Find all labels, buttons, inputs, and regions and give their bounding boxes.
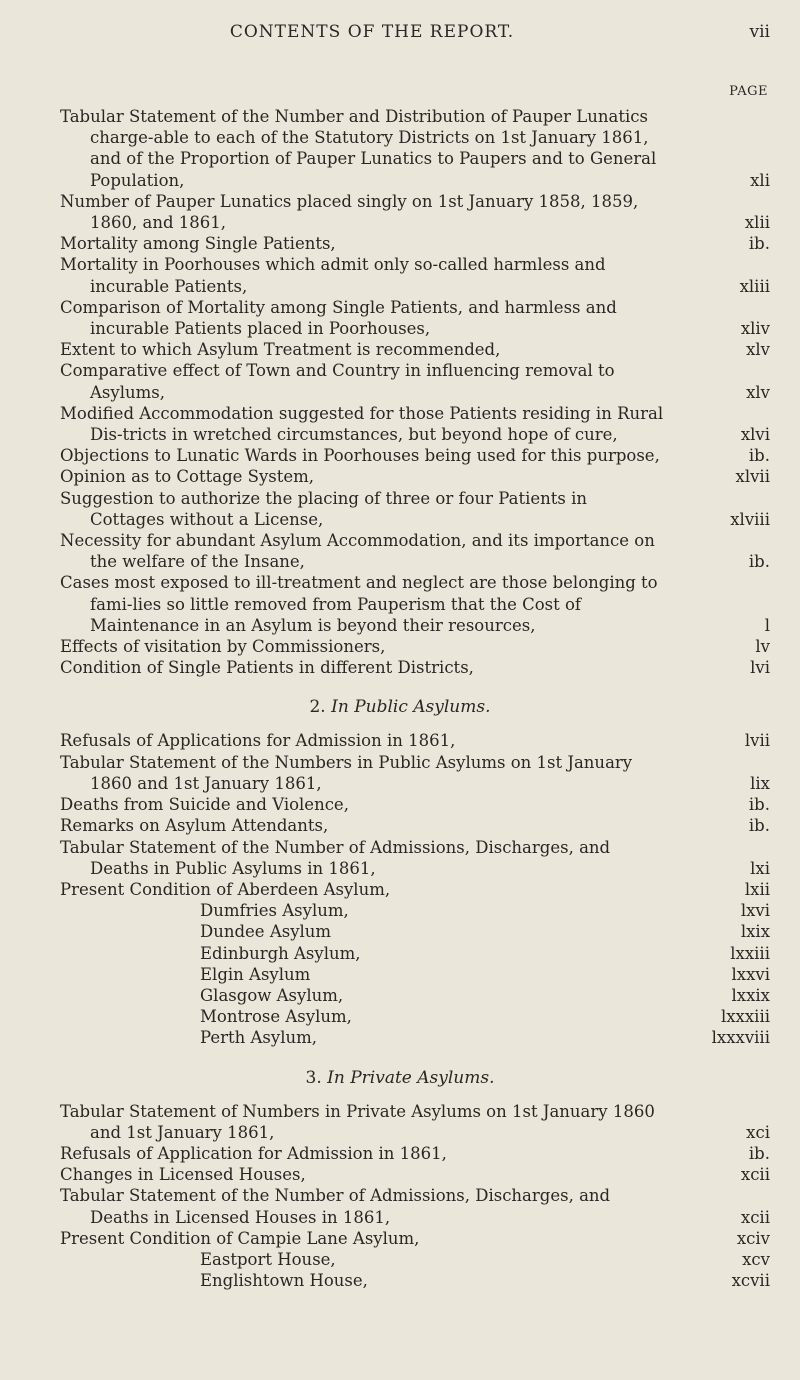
toc-entry[interactable] — [0, 1101, 800, 1143]
entry-text: Eastport House, — [200, 1249, 336, 1269]
toc-entry[interactable] — [0, 297, 800, 339]
entry-page: ib. — [748, 552, 770, 572]
entry-page: xliii — [739, 276, 770, 296]
toc-entry[interactable] — [0, 794, 800, 815]
running-header — [0, 18, 800, 48]
entry-page: lix — [750, 773, 770, 793]
entry-page: lxxvi — [731, 964, 770, 984]
toc-entry[interactable] — [0, 1185, 800, 1227]
entry-text: Effects of visitation by Commissioners, — [60, 637, 386, 657]
section-heading — [0, 1067, 800, 1089]
entry-text: Dumfries Asylum, — [200, 901, 349, 921]
entry-page: lxxxiii — [720, 1007, 770, 1027]
toc-entry[interactable] — [0, 636, 800, 657]
entry-text: Perth Asylum, — [200, 1028, 318, 1048]
entry-page: lxxix — [731, 985, 770, 1005]
toc-subentry[interactable] — [0, 964, 800, 985]
entry-page: xlv — [746, 382, 770, 402]
entry-page: xli — [750, 170, 770, 190]
entry-page: xlii — [744, 213, 770, 233]
entry-page: xciv — [736, 1228, 770, 1248]
entry-page: xcvii — [731, 1271, 770, 1291]
toc-entry[interactable] — [0, 191, 800, 233]
entry-text: Refusals of Applications for Admission in 1861, — [60, 731, 456, 751]
entry-page: xlv — [746, 340, 770, 360]
entry-text: Changes in Licensed Houses, — [60, 1165, 306, 1185]
toc-subentry[interactable] — [0, 985, 800, 1006]
page-column-heading: PAGE — [729, 84, 768, 99]
entry-page: xcii — [740, 1165, 770, 1185]
toc-subentry[interactable] — [0, 1270, 800, 1291]
toc-entry[interactable] — [0, 815, 800, 836]
toc-entry[interactable] — [0, 530, 800, 572]
entry-page: ib. — [748, 795, 770, 815]
entry-page: lxi — [750, 858, 770, 878]
toc-subentry[interactable] — [0, 1249, 800, 1270]
toc-subentry[interactable] — [0, 1006, 800, 1027]
entry-text: Objections to Lunatic Wards in Poorhouses being used for this purpose, — [60, 446, 660, 466]
entry-page: ib. — [748, 234, 770, 254]
entry-text: Cases most exposed to ill-treatment and neglect are those belonging to fami-lies so little removed from Pauperism that the Cost of Maintenance in an Asylum is beyond their resources, — [60, 573, 658, 635]
entry-text: Dundee Asylum — [200, 922, 332, 942]
entry-page: ib. — [748, 446, 770, 466]
entry-page: xlvii — [735, 467, 770, 487]
entry-text: Edinburgh Asylum, — [200, 943, 361, 963]
table-of-contents — [0, 106, 800, 1291]
toc-entry[interactable] — [0, 403, 800, 445]
section-number: 3. — [305, 1067, 322, 1088]
toc-subentry[interactable] — [0, 943, 800, 964]
entry-page: ib. — [748, 816, 770, 836]
entry-text: Comparative effect of Town and Country in influencing removal to Asylums, — [60, 361, 615, 402]
entry-text: Remarks on Asylum Attendants, — [60, 816, 329, 836]
entry-text: Comparison of Mortality among Single Patients, and harmless and incurable Patients placed in Poorhouses, — [60, 297, 617, 339]
toc-entry[interactable] — [0, 254, 800, 296]
entry-text: Mortality in Poorhouses which admit only so-called harmless and incurable Patients, — [60, 255, 606, 296]
entry-text: Glasgow Asylum, — [200, 985, 344, 1005]
entry-page: lvii — [744, 731, 770, 751]
entry-page: lxix — [740, 922, 770, 942]
toc-entry[interactable] — [0, 752, 800, 794]
toc-entry[interactable] — [0, 1164, 800, 1185]
entry-text: Suggestion to authorize the placing of three or four Patients in Cottages without a License, — [60, 488, 588, 529]
toc-subentry[interactable] — [0, 1027, 800, 1048]
entry-text: Extent to which Asylum Treatment is recommended, — [60, 340, 501, 360]
entry-text: Number of Pauper Lunatics placed singly on 1st January 1858, 1859, 1860, and 1861, — [60, 191, 639, 233]
entry-text: Condition of Single Patients in different Districts, — [60, 658, 474, 678]
entry-text: Deaths from Suicide and Violence, — [60, 795, 349, 815]
entry-text: Present Condition of Campie Lane Asylum, — [60, 1228, 420, 1248]
entry-page: xci — [746, 1122, 770, 1142]
toc-entry[interactable] — [0, 657, 800, 678]
entry-page: l — [764, 615, 770, 635]
entry-page: xlviii — [730, 509, 770, 529]
toc-subentry[interactable] — [0, 921, 800, 942]
section-heading — [0, 696, 800, 718]
toc-entry[interactable] — [0, 730, 800, 751]
section-title: In Private Asylums. — [327, 1067, 495, 1088]
toc-entry[interactable] — [0, 1228, 800, 1249]
entry-text: Tabular Statement of the Numbers in Public Asylums on 1st January 1860 and 1st January 1861, — [60, 752, 633, 793]
toc-entry[interactable] — [0, 233, 800, 254]
section-number: 2. — [309, 697, 326, 718]
entry-page: xliv — [740, 319, 770, 339]
entry-text: Modified Accommodation suggested for those Patients residing in Rural Dis-tricts in wretched circumstances, but beyond hope of cure, — [60, 403, 664, 445]
entry-page: lv — [755, 637, 770, 657]
page-number: vii — [749, 22, 770, 42]
entry-text: Montrose Asylum, — [200, 1007, 352, 1027]
entry-text: Present Condition of Aberdeen Asylum, — [60, 879, 391, 899]
entry-text: Tabular Statement of the Number of Admissions, Discharges, and Deaths in Licensed Houses in 1861, — [60, 1186, 611, 1227]
entry-text: Opinion as to Cottage System, — [60, 467, 315, 487]
toc-entry[interactable] — [0, 1143, 800, 1164]
toc-entry[interactable] — [0, 339, 800, 360]
toc-entry[interactable] — [0, 488, 800, 530]
entry-text: Tabular Statement of the Number of Admissions, Discharges, and Deaths in Public Asylums in 1861, — [60, 837, 611, 878]
entry-text: Mortality among Single Patients, — [60, 234, 336, 254]
entry-text: Tabular Statement of the Number and Distribution of Pauper Lunatics charge-able to each of the Statutory Districts on 1st January 1861, and of the Proportion of Pauper Lunatics to Paupers and to General Population, — [60, 107, 657, 190]
toc-entry[interactable] — [0, 837, 800, 879]
entry-page: lxvi — [740, 901, 770, 921]
entry-page: lxii — [744, 879, 770, 899]
entry-page: xcv — [742, 1249, 770, 1269]
toc-entry[interactable] — [0, 360, 800, 402]
toc-entry[interactable] — [0, 445, 800, 466]
entry-text: Tabular Statement of Numbers in Private Asylums on 1st January 1860 and 1st January 1861, — [60, 1101, 655, 1142]
entry-page: lvi — [750, 658, 770, 678]
entry-text: Necessity for abundant Asylum Accommodation, and its importance on the welfare of the Insane, — [60, 531, 655, 572]
entry-page: ib. — [748, 1143, 770, 1163]
entry-page: xlvi — [740, 425, 770, 445]
toc-entry[interactable] — [0, 466, 800, 487]
entry-page: lxxiii — [730, 943, 770, 963]
entry-text: Refusals of Application for Admission in 1861, — [60, 1143, 447, 1163]
toc-entry[interactable] — [0, 106, 800, 191]
toc-entry[interactable] — [0, 879, 800, 900]
section-title: In Public Asylums. — [331, 697, 491, 718]
toc-subentry[interactable] — [0, 900, 800, 921]
entry-text: Elgin Asylum — [200, 964, 311, 984]
entry-page: lxxxviii — [711, 1028, 770, 1048]
page-title: CONTENTS OF THE REPORT. — [229, 22, 515, 42]
toc-entry[interactable] — [0, 572, 800, 636]
entry-text: Englishtown House, — [200, 1271, 368, 1291]
entry-page: xcii — [740, 1207, 770, 1227]
